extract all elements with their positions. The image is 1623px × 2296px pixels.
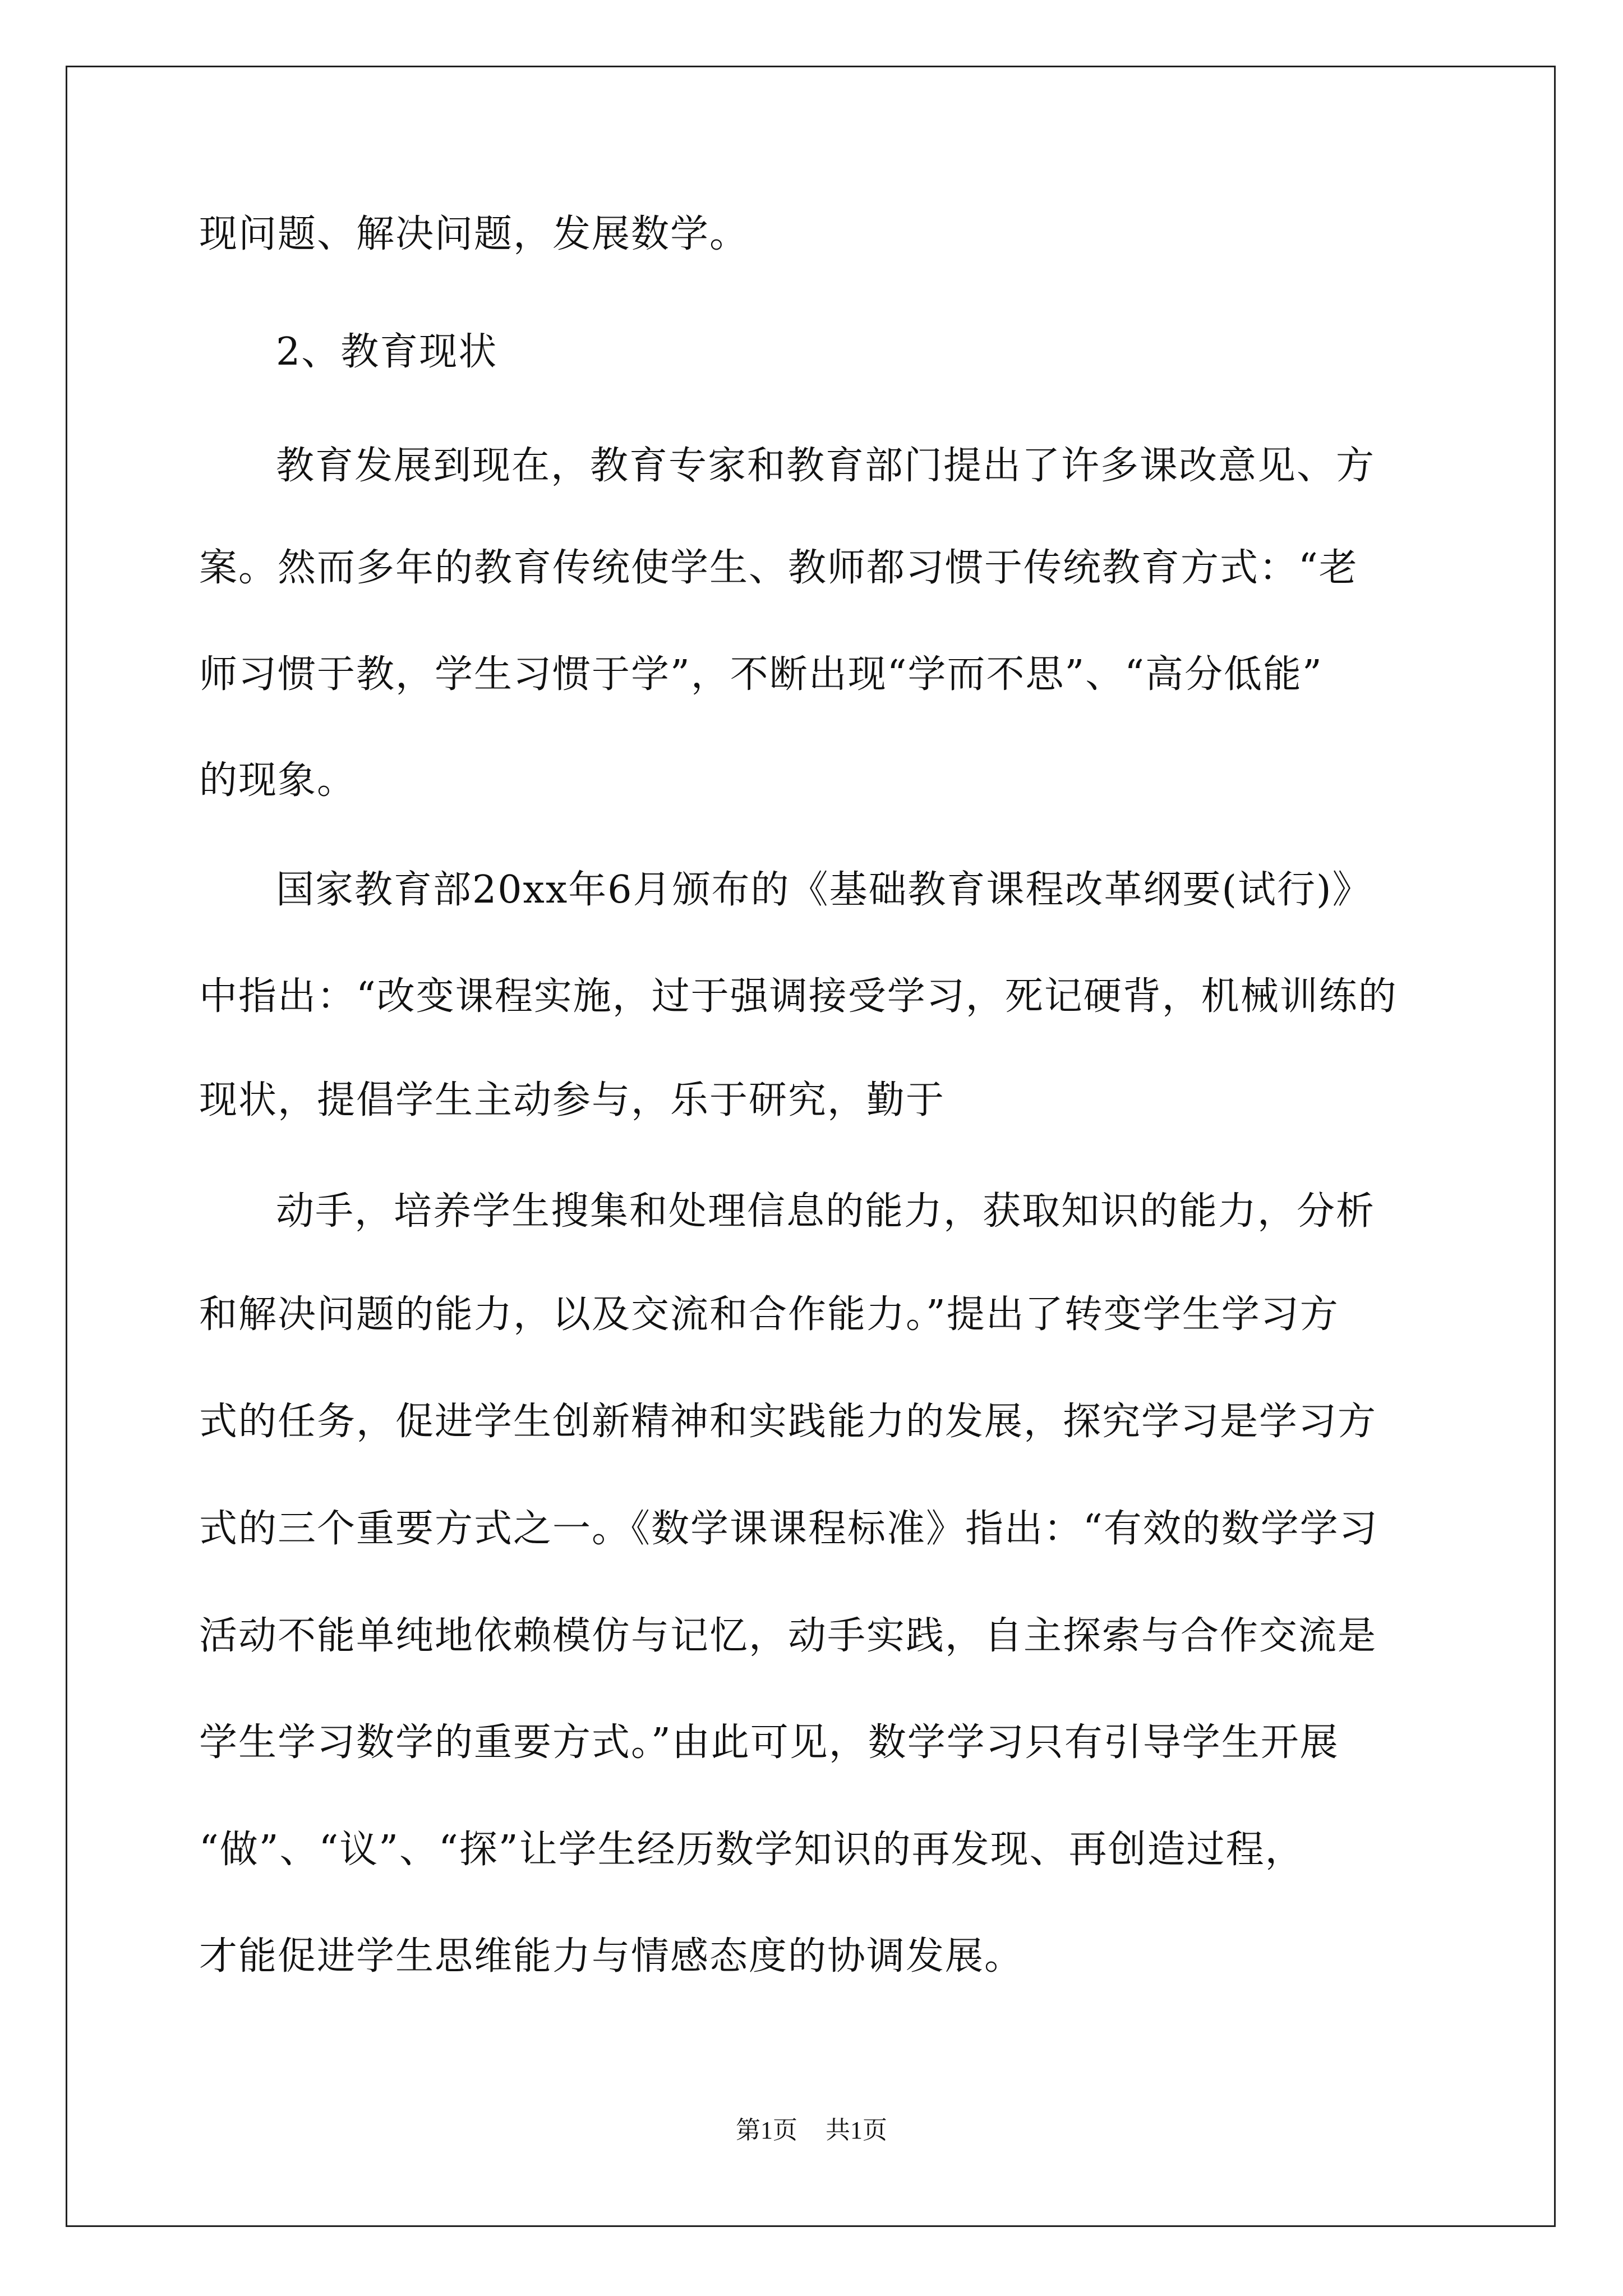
text-line: 中指出：“改变课程实施，过于强调接受学习，死记硬背，机械训练的 bbox=[199, 974, 1398, 1019]
text-line: 现问题、解决问题，发展数学。 bbox=[199, 212, 749, 256]
text-line: 国家教育部20xx年6月颁布的《基础教育课程改革纲要(试行)》 bbox=[276, 868, 1372, 912]
text-line: 教育发展到现在，教育专家和教育部门提出了许多课改意见、方 bbox=[276, 444, 1376, 488]
page-number: 第1页 bbox=[736, 2116, 797, 2144]
text-line: 式的任务，促进学生创新精神和实践能力的发展，探究学习是学习方 bbox=[199, 1400, 1377, 1444]
page-border bbox=[66, 66, 1556, 2227]
text-line: 师习惯于教，学生习惯于学”，不断出现“学而不思”、“高分低能” bbox=[199, 652, 1323, 697]
page-footer bbox=[0, 2114, 1623, 2147]
text-line: 才能促进学生思维能力与情感态度的协调发展。 bbox=[199, 1934, 1024, 1978]
text-line: 案。然而多年的教育传统使学生、教师都习惯于传统教育方式：“老 bbox=[199, 546, 1358, 590]
page-total: 共1页 bbox=[826, 2116, 887, 2144]
text-line: 式的三个重要方式之一。《数学课课程标准》指出：“有效的数学学习 bbox=[199, 1507, 1378, 1551]
section-heading: 2、教育现状 bbox=[276, 330, 498, 374]
text-line: 学生学习数学的重要方式。”由此可见，数学学习只有引导学生开展 bbox=[199, 1720, 1339, 1765]
text-line: 的现象。 bbox=[199, 758, 357, 803]
text-line: 和解决问题的能力，以及交流和合作能力。”提出了转变学生学习方 bbox=[199, 1292, 1339, 1337]
text-line: “做”、“议”、“探”让学生经历数学知识的再发现、再创造过程， bbox=[199, 1828, 1304, 1872]
text-line: 动手，培养学生搜集和处理信息的能力，获取知识的能力，分析 bbox=[276, 1189, 1376, 1234]
text-line: 现状，提倡学生主动参与，乐于研究，勤于 bbox=[199, 1078, 946, 1122]
text-line: 活动不能单纯地依赖模仿与记忆，动手实践，自主探索与合作交流是 bbox=[199, 1614, 1377, 1658]
